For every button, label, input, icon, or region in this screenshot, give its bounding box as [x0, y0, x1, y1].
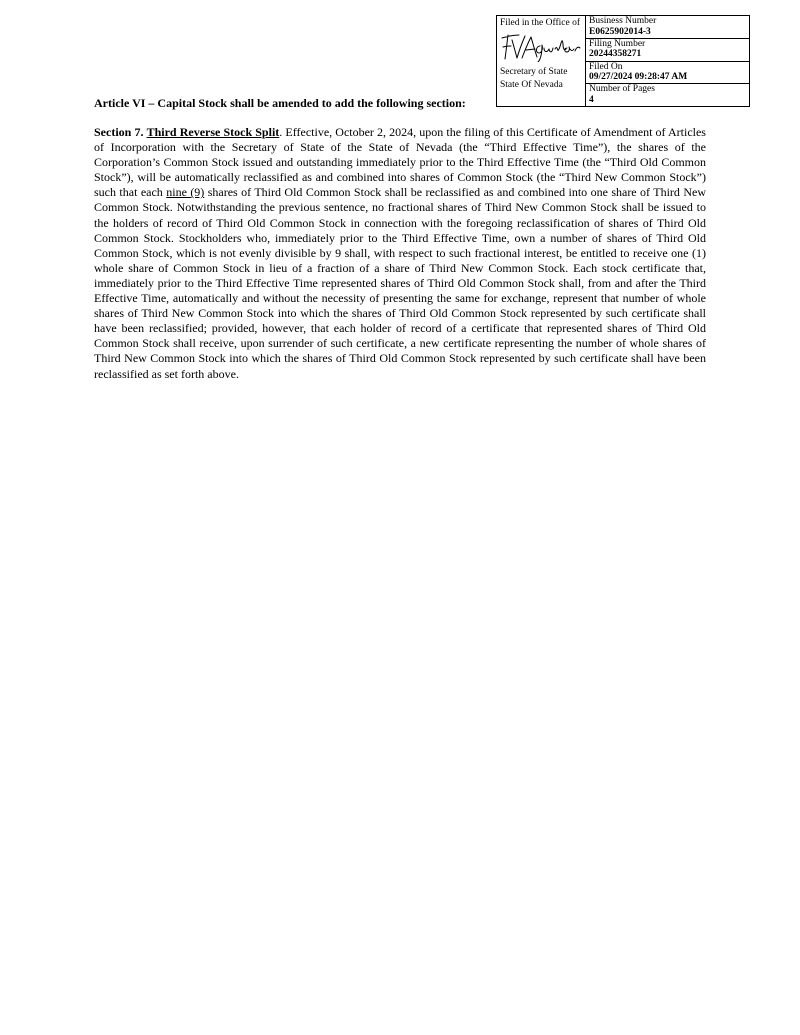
filing-stamp — [496, 15, 750, 107]
section-text-part-2: shares of Third Old Common Stock shall be reclassified as and combined into one share of Third New Common Stock. Notwithstanding the previous sentence, no fractional shares of Third New Common Stock shall be issued to the holders of record of Third Old Common Stock in connection with the foregoing reclassification of shares of Third Old Common Stock. Stockholders who, immediately prior to the Third Effective Time, own a number of shares of Third Old Common Stock, which is not evenly divisible by 9 shall, with respect to such fractional interest, be entitled to receive one (1) whole share of Common Stock in lieu of a fraction of a share of Third New Common Stock. Each stock certificate that, immediately prior to the Third Effective Time represented shares of Third Old Common Stock shall, from and after the Third Effective Time, automatically and without the necessity of presenting the same for exchange, represent that number of whole shares of Third New Common Stock into which the shares of Third Old Common Stock represented by such certificate shall have been reclassified; provided, however, that each holder of record of a certificate that represented shares of Third Old Common Stock shall receive, upon surrender of such certificate, a new certificate representing the number of whole shares of Third New Common Stock into which the shares of Third Old Common Stock represented by such certificate shall have been reclassified as set forth above. — [94, 185, 706, 381]
pages-label: Number of Pages — [589, 84, 655, 95]
stamp-details — [586, 16, 749, 106]
filing-number-cell — [586, 39, 749, 62]
secretary-signature-image — [500, 32, 584, 62]
business-number-cell — [586, 16, 749, 39]
section-title: Third Reverse Stock Split — [146, 125, 280, 139]
filed-on-cell — [586, 62, 749, 85]
stamp-office-label: Filed in the Office of — [500, 18, 581, 28]
section-7-paragraph — [94, 125, 706, 382]
stamp-office-block — [497, 16, 586, 106]
business-number-label: Business Number — [589, 16, 657, 26]
stamp-state-label: State Of Nevada — [500, 80, 563, 90]
section-label: Section 7. — [94, 125, 144, 139]
pages-value: 4 — [589, 94, 594, 105]
filed-on-label: Filed On — [589, 61, 623, 72]
stamp-secretary-label: Secretary of State — [500, 67, 568, 77]
pages-cell — [586, 84, 749, 106]
business-number-value: E0625902014-3 — [589, 26, 651, 37]
section-text-part-1: . Effective, October 2, 2024, upon the filing of this Certificate of Amendment of Articles of Incorporation with the Secretary of State of the State of Nevada (the “Third Effective Time”), the shares of the Corporation’s Common Stock issued and outstanding immediately prior to the Third Effective Time (the “Third Old Common Stock”), will be automatically reclassified as and combined into shares of Common Stock (the “Third New Common Stock”) such that each — [94, 125, 706, 200]
filing-number-label: Filing Number — [589, 38, 646, 49]
filing-number-value: 20244358271 — [589, 49, 642, 60]
article-heading: Article VI – Capital Stock shall be amended to add the following section: — [94, 96, 466, 110]
split-ratio: nine (9) — [166, 185, 205, 200]
filed-on-value: 09/27/2024 09:28:47 AM — [589, 72, 688, 82]
